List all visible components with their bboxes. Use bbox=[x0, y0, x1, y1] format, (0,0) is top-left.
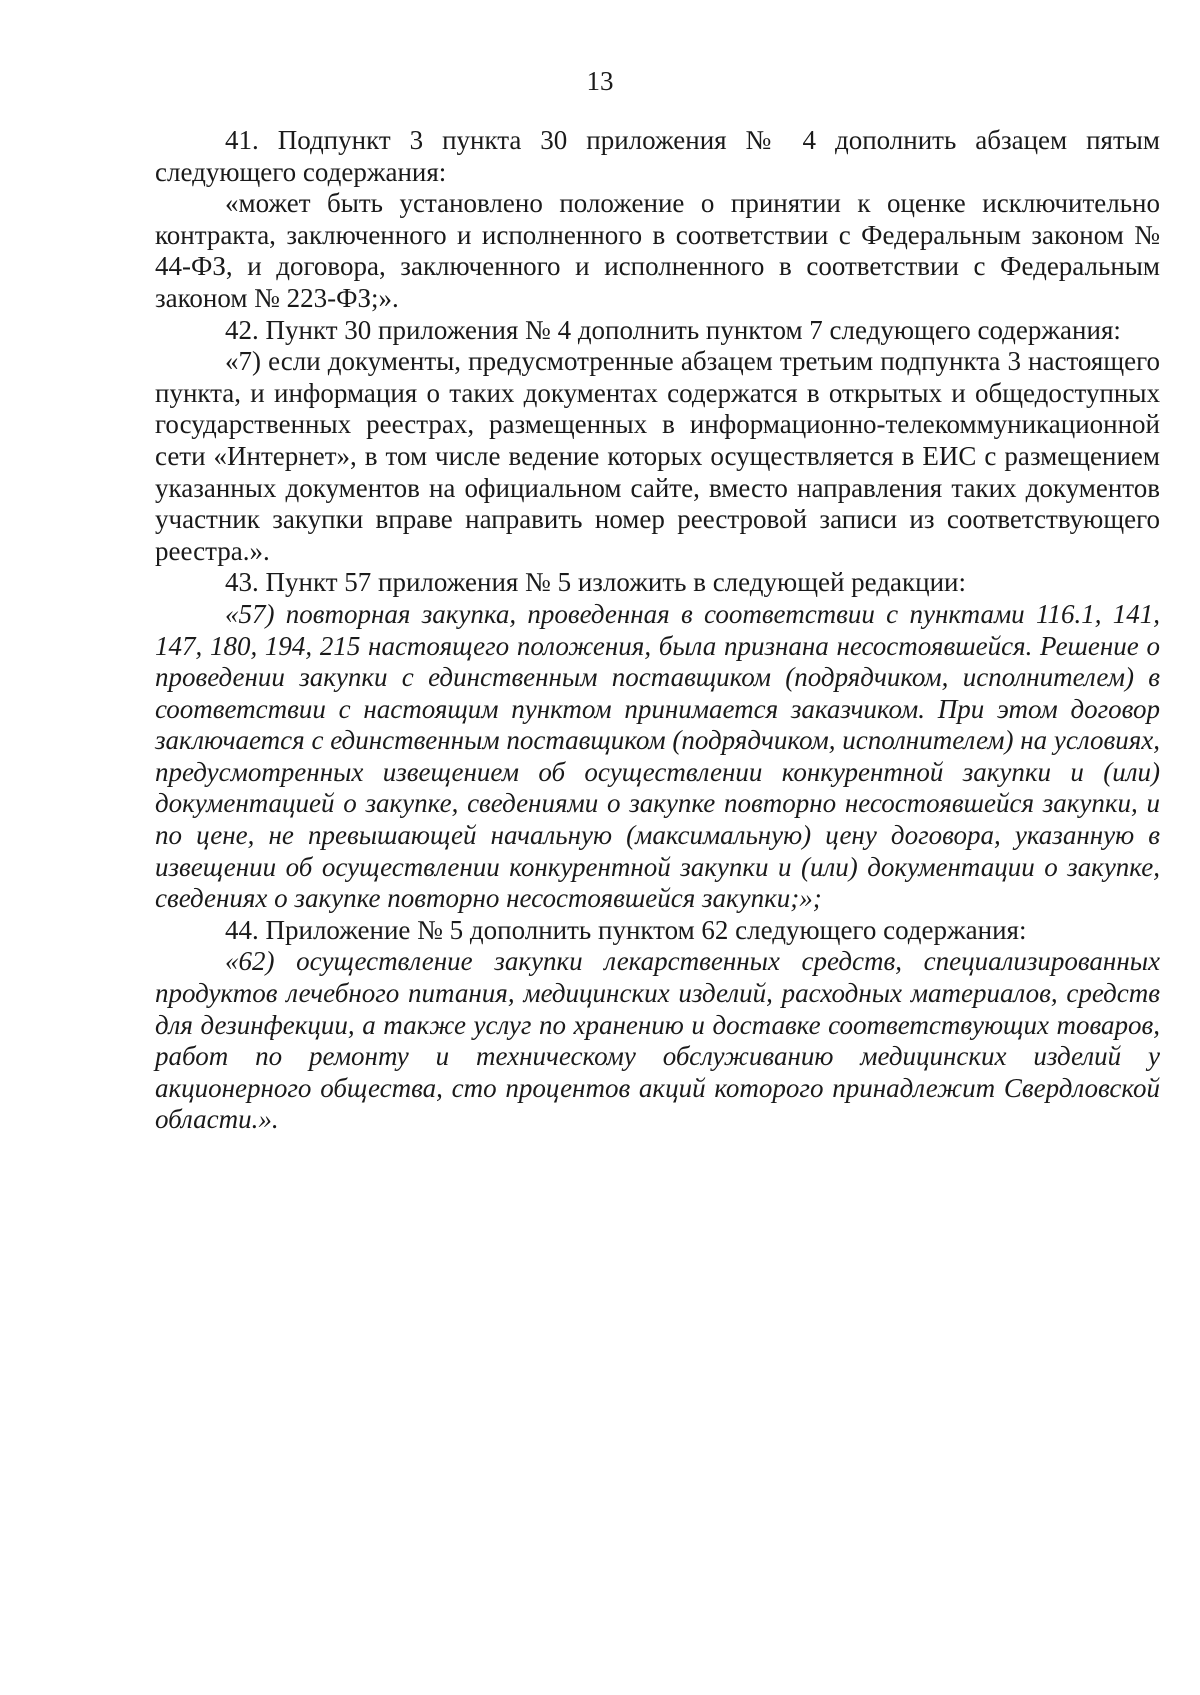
paragraph-42: 42. Пункт 30 приложения № 4 дополнить пунктом 7 следующего содержания: bbox=[225, 314, 1121, 345]
paragraph-41: 41. Подпункт 3 пункта 30 приложения № 4 дополнить абзацем пятым следующего содержания: bbox=[155, 125, 1160, 187]
paragraph-43-quote: «57) повторная закупка, проведенная в соответствии с пунктами 116.1, 141, 147, 180, 194, 215 настоящего положения, была признана несостоявшейся. Решение о проведении закупки с единственным поставщиком (подрядчиком, исполнителем) в соответствии с настоящим пунктом принимается заказчиком. При этом договор заключается с единственным поставщиком (подрядчиком, исполнителем) на условиях, предусмотренных извещением об осуществлении конкурентной закупки и (или) документацией о закупке, сведениями о закупке повторно несостоявшейся закупки, и по цене, не превышающей начальную (максимальную) цену договора, указанную в извещении об осуществлении конкурентной закупки и (или) документации о закупке, сведениях о закупке повторно несостоявшейся закупки;»; bbox=[155, 598, 1160, 914]
paragraph-43: 43. Пункт 57 приложения № 5 изложить в следующей редакции: bbox=[225, 567, 966, 598]
paragraph-42-quote: «7) если документы, предусмотренные абзацем третьим подпункта 3 настоящего пункта, и информация о таких документах содержатся в открытых и общедоступных государственных реестрах, размещенных в информационно-телекоммуникационной сети «Интернет», в том числе ведение которых осуществляется в ЕИС с размещением указанных документов на официальном сайте, вместо направления таких документов участник закупки вправе направить номер реестровой записи из соответствующего реестра.». bbox=[155, 346, 1160, 566]
paragraph-41-quote: «может быть установлено положение о принятии к оценке исключительно контракта, заключенного и исполненного в соответствии с Федеральным законом № 44-ФЗ, и договора, заключенного и исполненного в соответствии с Федеральным законом № 223-ФЗ;». bbox=[155, 188, 1160, 313]
paragraph-44: 44. Приложение № 5 дополнить пунктом 62 следующего содержания: bbox=[225, 914, 1027, 945]
page-number: 13 bbox=[586, 66, 614, 96]
document-body bbox=[155, 125, 1160, 1136]
paragraph-44-quote: «62) осуществление закупки лекарственных средств, специализированных продуктов лечебного питания, медицинских изделий, расходных материалов, средств для дезинфекции, а также услуг по хранению и доставке соответствующих товаров, работ по ремонту и техническому обслуживанию медицинских изделий у акционерного общества, сто процентов акций которого принадлежит Свердловской области.». bbox=[155, 946, 1160, 1135]
